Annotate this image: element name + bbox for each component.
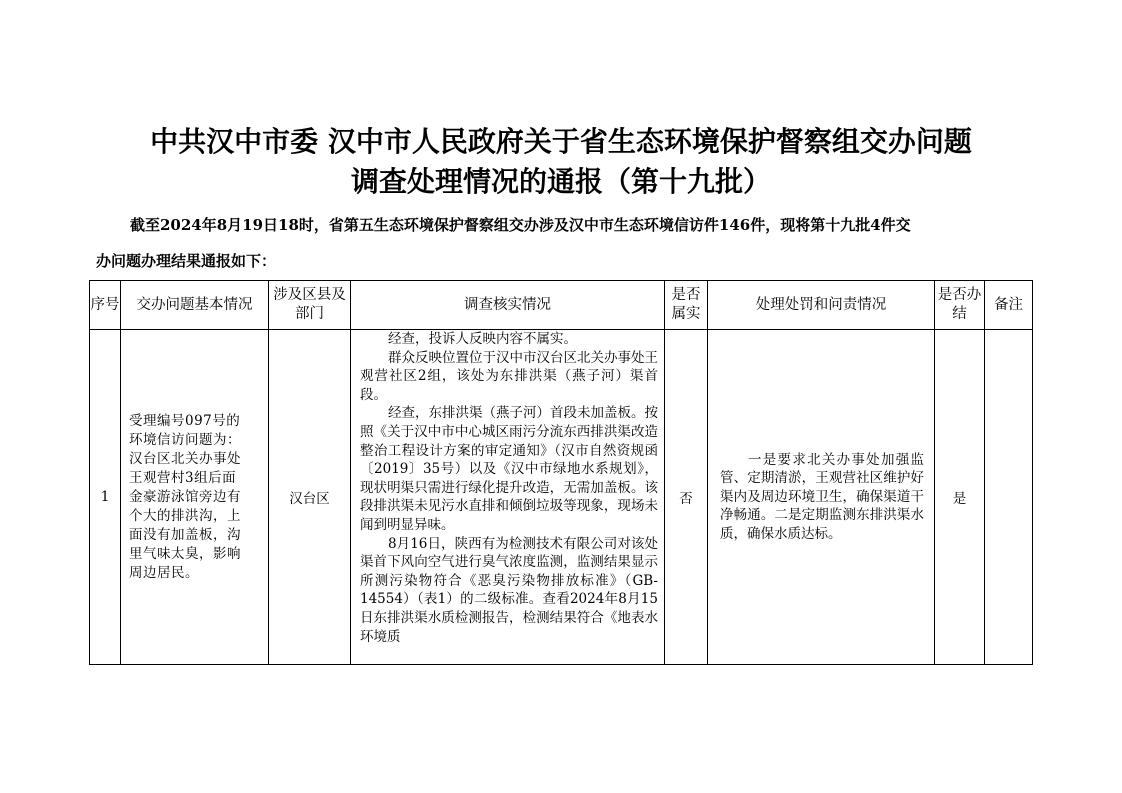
intro-paragraph-line1: 截至2024年8月19日18时，省第五生态环境保护督察组交办涉及汉中市生态环境信访件146件，现将第十九批4件交	[130, 216, 911, 234]
intro-paragraph-line2: 办问题办理结果通报如下：	[96, 252, 277, 270]
basic-line: 金豪游泳馆旁边有	[129, 488, 241, 505]
investigation-paragraph: 经查，投诉人反映内容不属实。	[388, 331, 577, 347]
basic-line: 汉台区北关办事处	[129, 450, 241, 467]
document-title-line2: 调查处理情况的通报（第十九批）	[350, 165, 771, 198]
basic-line: 环境信访问题为：	[129, 431, 241, 448]
header-basic: 交办问题基本情况	[121, 281, 269, 330]
header-remark: 备注	[985, 281, 1033, 330]
basic-line: 周边居民。	[129, 564, 199, 581]
cell-verified: 否	[665, 330, 708, 665]
report-table	[89, 280, 1033, 665]
basic-line: 受理编号097号的	[129, 412, 241, 429]
cell-remark	[985, 330, 1033, 665]
cell-district: 汉台区	[269, 330, 351, 665]
cell-seq: 1	[90, 330, 121, 665]
header-investigation: 调查核实情况	[351, 281, 665, 330]
header-district: 涉及区县及部门	[269, 281, 351, 330]
basic-line: 王观营村3组后面	[129, 469, 237, 486]
header-seq: 序号	[90, 281, 121, 330]
cell-handling	[708, 330, 935, 665]
basic-line: 个大的排洪沟，上	[129, 507, 241, 524]
header-closed: 是否办结	[935, 281, 985, 330]
header-handling: 处理处罚和问责情况	[708, 281, 935, 330]
table-row	[90, 330, 1033, 665]
investigation-paragraph: 8月16日，陕西有为检测技术有限公司对该处渠首下风向空气进行臭气浓度监测，监测结果显示所测污染物符合《恶臭污染物排放标准》（GB-14554）（表1）的二级标准。查看2024年8月15日东排洪渠水质检测报告，检测结果符合《地表水环境质	[360, 535, 658, 645]
table-header-row	[90, 281, 1033, 330]
cell-closed: 是	[935, 330, 985, 665]
cell-basic	[121, 330, 269, 665]
cell-investigation	[351, 330, 665, 665]
basic-line: 里气味太臭，影响	[129, 545, 241, 562]
investigation-paragraph: 群众反映位置位于汉中市汉台区北关办事处王观营社区2组，该处为东排洪渠（燕子河）渠首段。	[360, 349, 658, 403]
investigation-paragraph: 经查，东排洪渠（燕子河）首段未加盖板。按照《关于汉中市中心城区雨污分流东西排洪渠改造整治工程设计方案的审定通知》（汉市自然资规函〔2019〕35号）以及《汉中市绿地水系规划》，现状明渠只需进行绿化提升改造，无需加盖板。该段排洪渠未见污水直排和倾倒垃圾等现象，现场未闻到明显异味。	[360, 405, 658, 533]
handling-paragraph: 一是要求北关办事处加强监管、定期清淤，王观营社区维护好渠内及周边环境卫生，确保渠道干净畅通。二是定期监测东排洪渠水质，确保水质达标。	[720, 451, 924, 542]
header-verified: 是否属实	[665, 281, 708, 330]
document-title-line1: 中共汉中市委 汉中市人民政府关于省生态环境保护督察组交办问题	[150, 125, 972, 158]
basic-line: 面没有加盖板，沟	[129, 526, 241, 543]
